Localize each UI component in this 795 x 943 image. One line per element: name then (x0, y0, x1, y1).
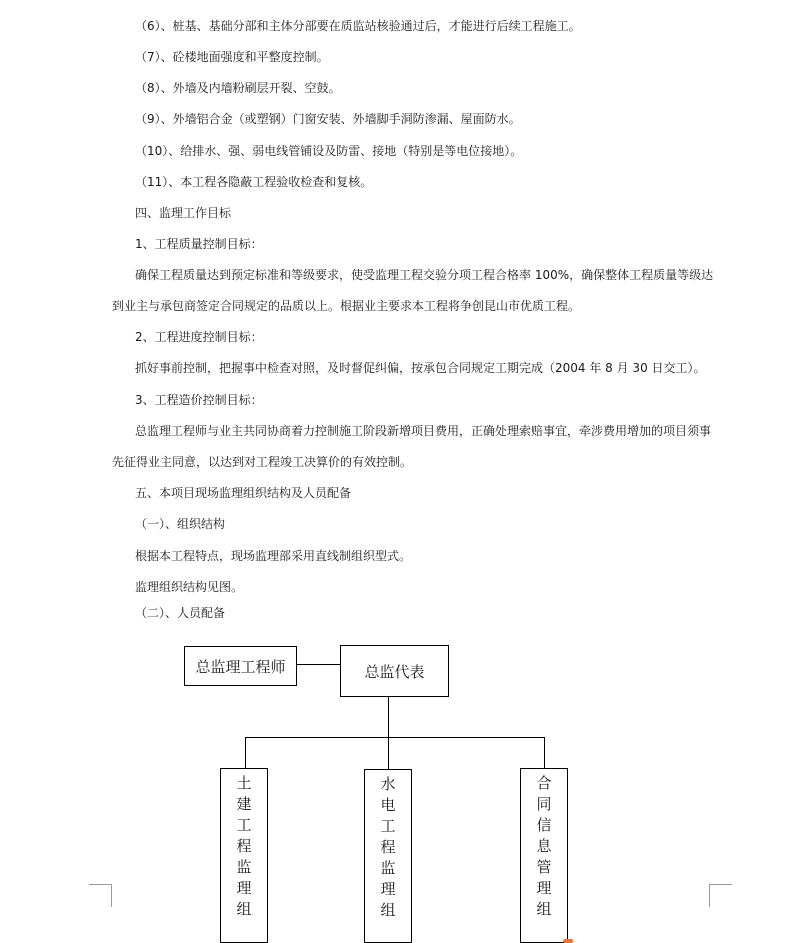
paragraph-line: 根据本工程特点，现场监理部采用直线制组织型式。 (135, 549, 412, 563)
page-margin-corner-right (709, 884, 732, 907)
paragraph-line: 确保工程质量达到预定标准和等级要求，使受监理工程交验分项工程合格率 100%，确保整体工程质量等级达 (135, 268, 714, 282)
subsection-heading: （二）、人员配备 (135, 606, 226, 620)
paragraph-line: 抓好事前控制，把握事中检查对照，及时督促纠偏，按承包合同规定工期完成（2004 年 8 月 30 日交工）。 (135, 361, 706, 375)
connector-line (245, 737, 545, 738)
group-char: 程 (380, 838, 396, 856)
group-char: 程 (236, 837, 252, 855)
group-char: 合 (536, 774, 552, 792)
section-heading: 四、监理工作目标 (135, 206, 232, 220)
cursor-mark (563, 939, 573, 943)
group-char: 同 (536, 795, 552, 813)
connector-line (388, 697, 389, 738)
text-line: （8）、外墙及内墙粉刷层开裂、空鼓。 (135, 81, 341, 95)
group-char: 管 (536, 858, 552, 876)
text-line: （11）、本工程各隐蔽工程验收检查和复核。 (135, 175, 373, 189)
civil-supervision-group-box (220, 768, 268, 943)
section-heading: 五、本项目现场监理组织结构及人员配备 (135, 486, 352, 500)
subsection-heading: 1、工程质量控制目标： (135, 237, 263, 251)
text-line: （7）、砼楼地面强度和平整度控制。 (135, 50, 329, 64)
connector-line (388, 737, 389, 770)
subsection-heading: 2、工程进度控制目标： (135, 330, 263, 344)
subsection-heading: 3、工程造价控制目标： (135, 393, 263, 407)
group-char: 土 (236, 774, 252, 792)
connector-line (544, 737, 545, 769)
text-line: （6）、桩基、基础分部和主体分部要在质监站核验通过后，才能进行后续工程施工。 (135, 19, 581, 33)
paragraph-line: 总监理工程师与业主共同协商着力控制施工阶段新增项目费用，正确处理索赔事宜，牵涉费用增加的项目须事 (135, 424, 712, 438)
subsection-heading: （一）、组织结构 (135, 517, 226, 531)
chief-rep-label: 总监代表 (364, 662, 425, 681)
group-char: 信 (536, 816, 552, 834)
text-line: （9）、外墙铝合金（或塑钢）门窗安装、外墙脚手洞防渗漏、屋面防水。 (135, 112, 521, 126)
group-char: 理 (536, 879, 552, 897)
chief-rep-box (340, 645, 449, 697)
group-char: 建 (236, 795, 252, 813)
group-char: 理 (380, 880, 396, 898)
group-char: 组 (380, 901, 396, 919)
group-char: 水 (380, 775, 396, 793)
paragraph-line: 监理组织结构见图。 (135, 580, 244, 594)
connector-line (297, 664, 341, 665)
group-char: 理 (236, 879, 252, 897)
connector-line (245, 737, 246, 769)
paragraph-line: 到业主与承包商签定合同规定的品质以上。根据业主要求本工程将争创昆山市优质工程。 (112, 299, 581, 313)
group-char: 工 (380, 817, 396, 835)
chief-engineer-box (184, 646, 297, 686)
group-char: 工 (236, 816, 252, 834)
mep-supervision-group-box (364, 769, 412, 943)
group-char: 电 (380, 796, 396, 814)
group-char: 息 (536, 837, 552, 855)
contract-info-group-box (520, 768, 568, 943)
group-char: 监 (380, 859, 396, 877)
group-char: 组 (536, 900, 552, 918)
text-line: （10）、给排水、强、弱电线管铺设及防雷、接地（特别是等电位接地）。 (135, 144, 523, 158)
group-char: 组 (236, 900, 252, 918)
chief-engineer-label: 总监理工程师 (195, 657, 286, 676)
paragraph-line: 先征得业主同意，以达到对工程竣工决算价的有效控制。 (112, 455, 413, 469)
page-margin-corner-left (89, 884, 112, 907)
group-char: 监 (236, 858, 252, 876)
